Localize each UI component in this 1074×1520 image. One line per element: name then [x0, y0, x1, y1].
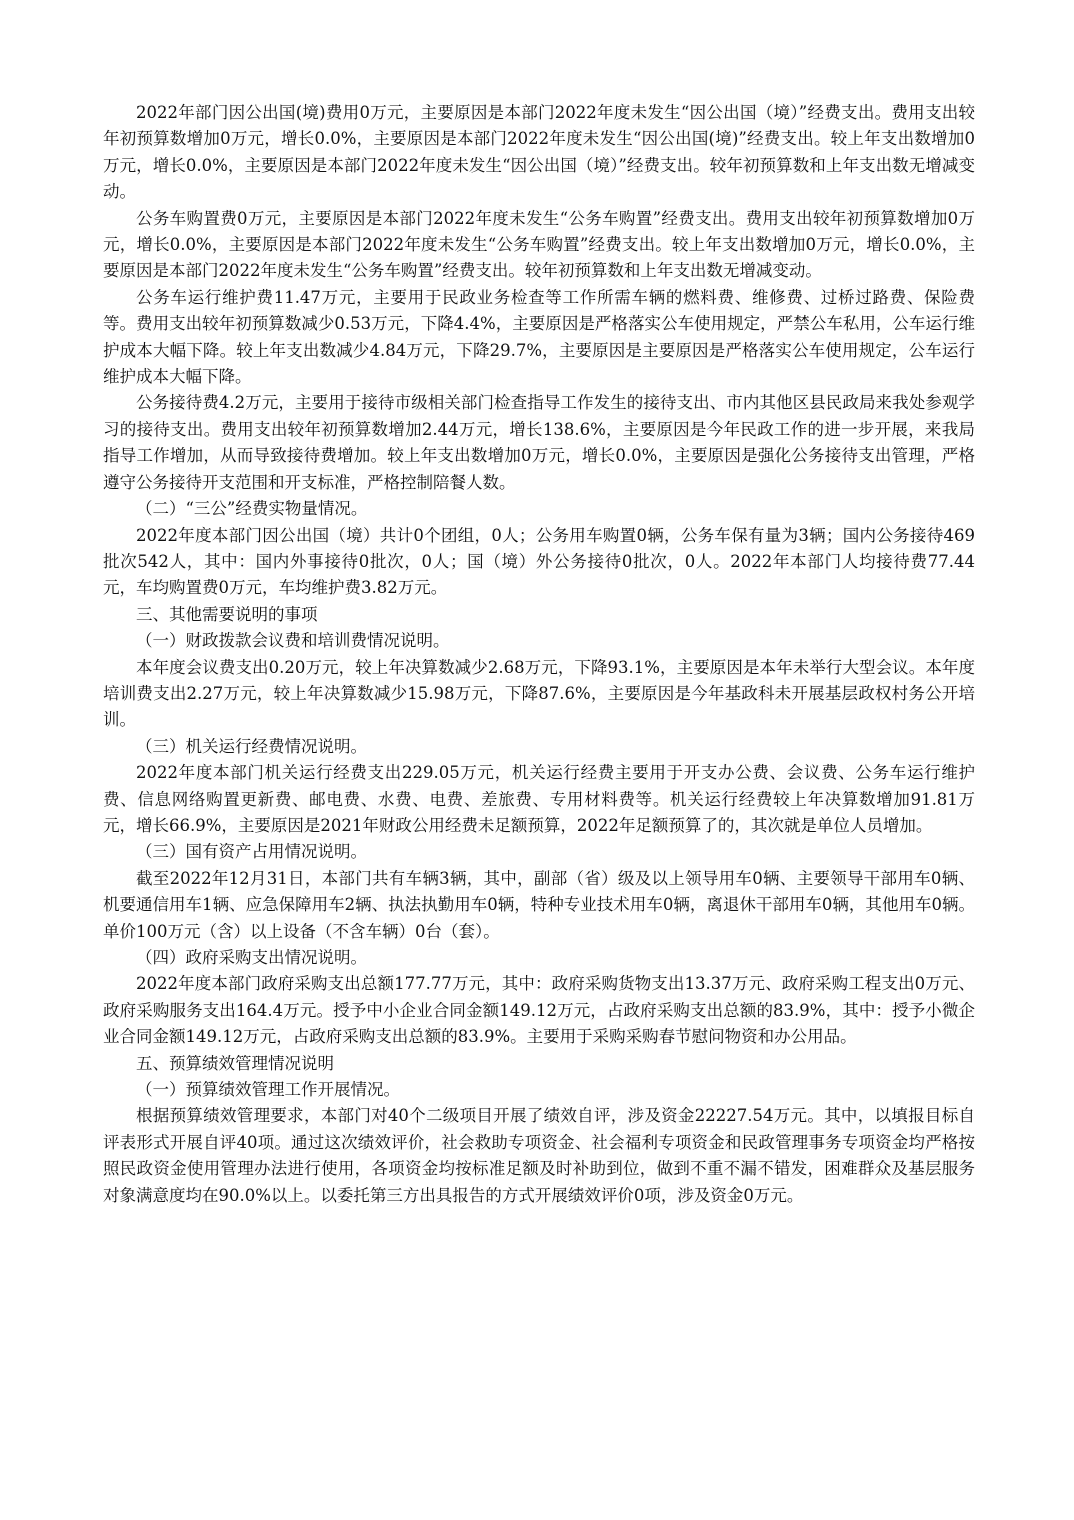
paragraph-vehicle-maintenance-cost: 公务车运行维护费11.47万元，主要用于民政业务检查等工作所需车辆的燃料费、维修费、过桥过路费、保险费等。费用支出较年初预算数减少0.53万元，下降4.4%，主要原因是严格落实公车使用规定，严禁公车私用，公车运行维护成本大幅下降。较上年支出数减少4.84万元，下降29.7%，主要原因是主要原因是严格落实公车使用规定，公车运行维护成本大幅下降。	[103, 287, 975, 387]
heading-government-procurement: （四）政府采购支出情况说明。	[136, 948, 367, 967]
paragraph-agency-operating: 2022年度本部门机关运行经费支出229.05万元，机关运行经费主要用于开支办公费、会议费、公务车运行维护费、信息网络购置更新费、邮电费、水费、电费、差旅费、专用材料费等。机关运行经费较上年决算数增加91.81万元，增长66.9%，主要原因是2021年财政公用经费未足额预算，2022年足额预算了的，其次就是单位人员增加。	[103, 763, 975, 835]
heading-performance-work: （一）预算绩效管理工作开展情况。	[136, 1080, 400, 1100]
paragraph-overseas-travel-cost: 2022年部门因公出国(境)费用0万元，主要原因是本部门2022年度未发生“因公出国（境）”经费支出。费用支出较年初预算数增加0万元，增长0.0%，主要原因是本部门2022年度未发生“因公出国(境)”经费支出。较上年支出数增加0万元，增长0.0%，主要原因是本部门2022年度未发生“因公出国（境）”经费支出。较年初预算数和上年支出数无增减变动。	[103, 103, 975, 202]
heading-other-matters: 三、其他需要说明的事项	[136, 604, 318, 624]
heading-three-public-physical: （二）“三公”经费实物量情况。	[136, 499, 368, 519]
paragraph-three-public-physical: 2022年度本部门因公出国（境）共计0个团组，0人；公务用车购置0辆，公务车保有量为3辆；国内公务接待469批次542人，其中：国内外事接待0批次，0人；国（境）外公务接待0批次，0人。2022年本部门人均接待费77.44元，车均购置费0万元，车均维护费3.82万元。	[103, 525, 975, 598]
paragraph-meeting-training: 本年度会议费支出0.20万元，较上年决算数减少2.68万元，下降93.1%，主要原因是本年未举行大型会议。本年度培训费支出2.27万元，较上年决算数减少15.98万元，下降87.6%，主要原因是今年基政科未开展基层政权村务公开培训。	[103, 657, 975, 730]
document-body	[103, 100, 975, 1209]
paragraph-government-procurement: 2022年度本部门政府采购支出总额177.77万元，其中：政府采购货物支出13.37万元、政府采购工程支出0万元、政府采购服务支出164.4万元。授予中小企业合同金额149.12万元，占政府采购支出总额的83.9%，其中：授予小微企业合同金额149.12万元，占政府采购支出总额的83.9%。主要用于采购采购春节慰问物资和办公用品。	[103, 974, 975, 1047]
heading-meeting-training: （一）财政拨款会议费和培训费情况说明。	[136, 631, 450, 651]
paragraph-state-assets: 截至2022年12月31日，本部门共有车辆3辆，其中，副部（省）级及以上领导用车0辆、主要领导干部用车0辆、机要通信用车1辆、应急保障用车2辆、执法执勤用车0辆，特种专业技术用车0辆，离退休干部用车0辆，其他用车0辆。单价100万元（含）以上设备（不含车辆）0台（套）。	[103, 868, 975, 941]
paragraph-reception-cost: 公务接待费4.2万元，主要用于接待市级相关部门检查指导工作发生的接待支出、市内其他区县民政局来我处参观学习的接待支出。费用支出较年初预算数增加2.44万元，增长138.6%，主要原因是今年民政工作的进一步开展，来我局指导工作增加，从而导致接待费增加。较上年支出数增加0万元，增长0.0%，主要原因是强化公务接待支出管理，严格遵守公务接待开支范围和开支标准，严格控制陪餐人数。	[103, 393, 975, 492]
paragraph-performance-work: 根据预算绩效管理要求，本部门对40个二级项目开展了绩效自评，涉及资金22227.54万元。其中，以填报目标自评表形式开展自评40项。通过这次绩效评价，社会救助专项资金、社会福利专项资金和民政管理事务专项资金均严格按照民政资金使用管理办法进行使用，各项资金均按标准足额及时补助到位，做到不重不漏不错发，困难群众及基层服务对象满意度均在90.0%以上。以委托第三方出具报告的方式开展绩效评价0项，涉及资金0万元。	[103, 1106, 975, 1205]
heading-agency-operating: （三）机关运行经费情况说明。	[136, 736, 367, 756]
heading-state-assets: （三）国有资产占用情况说明。	[136, 842, 367, 862]
heading-performance-management: 五、预算绩效管理情况说明	[136, 1053, 334, 1073]
paragraph-vehicle-purchase-cost: 公务车购置费0万元，主要原因是本部门2022年度未发生“公务车购置”经费支出。费用支出较年初预算数增加0万元，增长0.0%，主要原因是本部门2022年度未发生“公务车购置”经费支出。较上年支出数增加0万元，增长0.0%，主要原因是本部门2022年度未发生“公务车购置”经费支出。较年初预算数和上年支出数无增减变动。	[103, 208, 975, 281]
